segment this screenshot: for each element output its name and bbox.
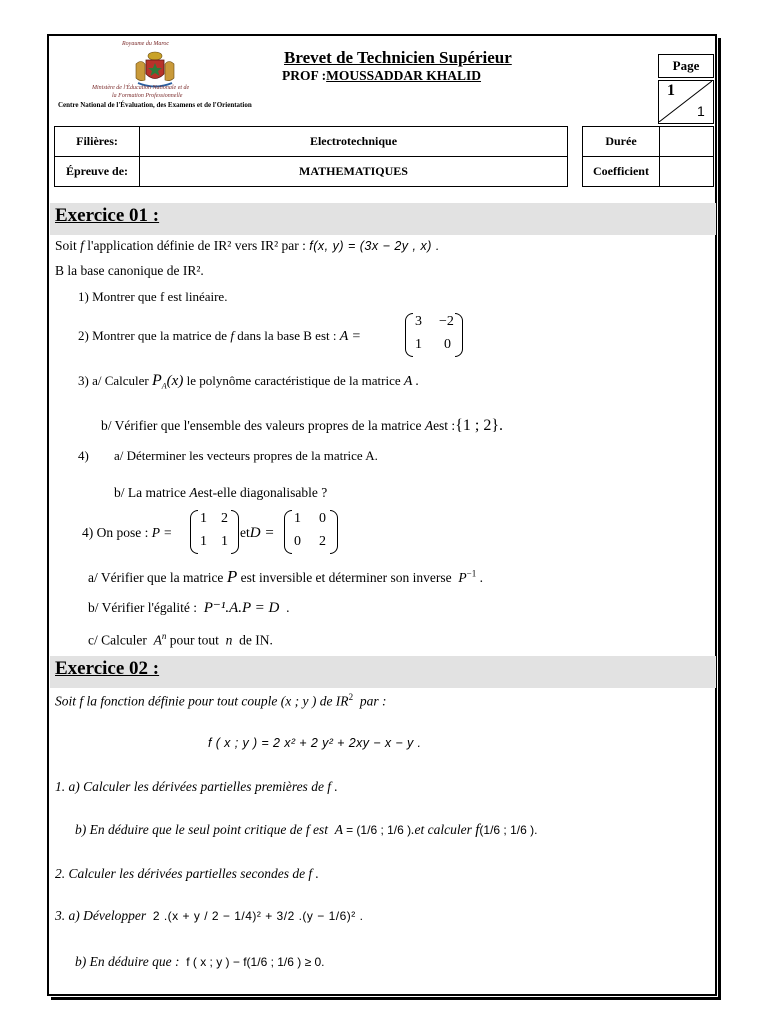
ex1-q3b-set: {1 ; 2}. <box>455 417 503 434</box>
page-label: Page <box>672 58 700 73</box>
ex1-q3a-P: P <box>152 372 162 389</box>
ex2-q3a-expr: 2 .(x + y / 2 − 1/4)² + 3/2 .(y − 1/6)² . <box>152 909 364 923</box>
epreuve-label: Épreuve de: <box>55 157 140 187</box>
ministry-line-1: Ministère de l'Éducation Nationale et de <box>92 85 190 91</box>
ex1-q5-D-label: D = <box>249 525 275 541</box>
page-current: 1 <box>667 82 675 99</box>
center-name: Centre National de l'Évaluation, des Examens et de l'Orientation <box>58 101 252 109</box>
ex1-q5a-P: P <box>226 567 238 586</box>
duree-label: Durée <box>583 127 660 157</box>
ex2-q3a <box>55 908 363 924</box>
ex1-q5a-a: a/ Vérifier que la matrice <box>88 570 224 585</box>
document-title: Brevet de Technicien Supérieur <box>284 48 512 67</box>
ex1-q5c-nn: n <box>225 632 233 648</box>
ex1-q1: 1) Montrer que f est linéaire. <box>78 289 228 304</box>
ex1-q5c-b: pour tout <box>169 632 219 648</box>
ex1-q5 <box>82 525 172 541</box>
ex1-q5a-end: . <box>479 570 483 585</box>
ex1-q2-f: f <box>230 328 234 343</box>
ex1-q5a <box>88 567 483 587</box>
ex1-q3a-A: A . <box>403 374 420 389</box>
ex1-q2 <box>78 328 361 345</box>
ex1-q3a-b: le polynôme caractéristique de la matrice <box>186 373 401 388</box>
matP-12: 2 <box>221 511 228 526</box>
ex1-q4b-A: A <box>189 485 198 500</box>
page-label-box <box>658 54 714 78</box>
duree-value <box>660 127 714 157</box>
matrix-P <box>190 510 239 554</box>
page-total: 1 <box>697 103 705 119</box>
ex2-intro <box>55 692 386 710</box>
ex2-q1b-f: f <box>475 822 480 838</box>
ex2-q2: 2. Calculer les dérivées partielles secondes de f . <box>55 866 319 881</box>
ex1-intro-f: f <box>80 238 84 253</box>
ex1-q5-et: et <box>240 525 250 540</box>
matA-21: 1 <box>415 337 422 352</box>
ex1-q5c <box>88 631 273 649</box>
ex1-q3b-A: A <box>424 418 434 433</box>
ex1-q5a-exp: −1 <box>466 568 477 579</box>
ex2-q1b-A: A <box>334 822 343 837</box>
ex2-q1b-val: = (1/6 ; 1/6 ) <box>346 823 412 837</box>
ex1-q5b-a: b/ Vérifier l'égalité : <box>88 600 198 615</box>
ex1-q3b <box>101 417 503 435</box>
prof-prefix: PROF : <box>282 68 327 83</box>
ex1-q3b-c: est : <box>433 418 456 433</box>
ex2-q1b <box>75 822 537 839</box>
ex2-q3b-a: b) En déduire que : <box>75 954 180 969</box>
ex1-q2-a: 2) Montrer que la matrice de <box>78 328 228 343</box>
ex2-intro-a: Soit f la fonction définie pour tout couple (x ; y ) de IR <box>55 693 349 709</box>
ex2-q1b-val2: (1/6 ; 1/6 ). <box>479 823 538 837</box>
filieres-value: Electrotechnique <box>140 127 568 157</box>
exercise-2-title: Exercice 02 : <box>55 658 160 679</box>
matrix-A <box>405 313 463 357</box>
ex2-q1b-a: b) En déduire que le seul point critique de f est <box>75 822 328 837</box>
ex2-q3a-a: 3. a) Développer <box>55 908 147 923</box>
ex1-q5b-formula: P⁻¹.A.P = D <box>203 600 280 616</box>
ex1-q4b-a: b/ La matrice <box>114 485 186 500</box>
ex1-q5c-n: n <box>161 631 167 641</box>
ex1-q3b-a: b/ Vérifier que l'ensemble des valeurs propres de la matrice <box>101 418 422 433</box>
info-table <box>54 126 568 187</box>
ex1-q5a-b: est inversible et déterminer son inverse <box>240 570 452 585</box>
ex1-q5-D <box>240 525 274 542</box>
duration-table <box>582 126 714 187</box>
ex2-q3b <box>75 954 325 970</box>
prof-line <box>282 68 481 84</box>
ex2-intro-b: par : <box>359 693 387 709</box>
ex1-q5b <box>88 598 289 617</box>
ex1-q5-a: 4) On pose : <box>82 525 149 540</box>
ex1-base: B la base canonique de IR². <box>55 263 204 278</box>
ex1-q3a <box>78 372 419 391</box>
ex2-q1a: 1. a) Calculer les dérivées partielles premières de f . <box>55 779 338 794</box>
matA-11: 3 <box>415 314 422 329</box>
matD-21: 0 <box>294 534 301 549</box>
ex2-formula: f ( x ; y ) = 2 x² + 2 y² + 2xy − x − y . <box>208 736 422 750</box>
ex2-q3b-expr: f ( x ; y ) − f(1/6 ; 1/6 ) ≥ 0. <box>186 955 325 969</box>
ex2-q1b-b: .et calculer <box>411 822 472 837</box>
page-number-box <box>658 80 714 124</box>
matA-12: −2 <box>439 314 454 329</box>
ex1-q5c-A: A <box>153 632 162 648</box>
matD-22: 2 <box>319 534 326 549</box>
ex1-intro-formula: f(x, y) = (3x − 2y , x) . <box>309 239 440 253</box>
ex1-q4b <box>114 485 327 501</box>
coef-label: Coefficient <box>583 157 660 187</box>
ex1-intro-b: l'application définie de IR² vers IR² par : <box>87 238 306 253</box>
ex1-q3a-a: 3) a/ Calculer <box>78 373 149 388</box>
ministry-line-2: la Formation Professionnelle <box>112 93 183 99</box>
matD-11: 1 <box>294 511 301 526</box>
ex1-q3a-sub: A <box>161 381 167 391</box>
ex1-q5c-c: de IN. <box>239 632 273 648</box>
ex2-intro-exp: 2 <box>348 692 354 702</box>
matrix-D <box>284 510 338 554</box>
exercise-2-header <box>50 656 716 688</box>
matD-12: 0 <box>319 511 326 526</box>
ex1-q3a-x: (x) <box>166 373 184 389</box>
epreuve-value: MATHEMATIQUES <box>140 157 568 187</box>
exercise-1-header <box>50 203 716 235</box>
exercise-1-title: Exercice 01 : <box>55 205 160 226</box>
matP-21: 1 <box>200 534 207 549</box>
ex1-q4-num: 4) <box>78 448 89 463</box>
logo-caption-top: Royaume du Maroc <box>122 41 170 47</box>
ex1-q5c-a: c/ Calculer <box>88 632 147 648</box>
ex1-q2-A: A = <box>339 329 361 344</box>
ex1-intro-a: Soit <box>55 238 77 253</box>
ex1-q5-P: P = <box>151 525 173 540</box>
ex1-q4b-b: est-elle diagonalisable ? <box>197 485 328 500</box>
coat-of-arms-icon <box>132 50 178 88</box>
matA-22: 0 <box>444 337 451 352</box>
coef-value <box>660 157 714 187</box>
prof-name: MOUSSADDAR KHALID <box>326 68 482 83</box>
ex1-q4a: a/ Déterminer les vecteurs propres de la matrice A. <box>114 448 378 463</box>
matP-22: 1 <box>221 534 228 549</box>
ex1-q5a-Pinv: P <box>458 570 467 585</box>
ex1-intro <box>55 238 440 254</box>
matP-11: 1 <box>200 511 207 526</box>
filieres-label: Filières: <box>55 127 140 157</box>
ex1-q2-b: dans la base B est : <box>237 328 337 343</box>
ex1-q5b-end: . <box>286 600 290 615</box>
